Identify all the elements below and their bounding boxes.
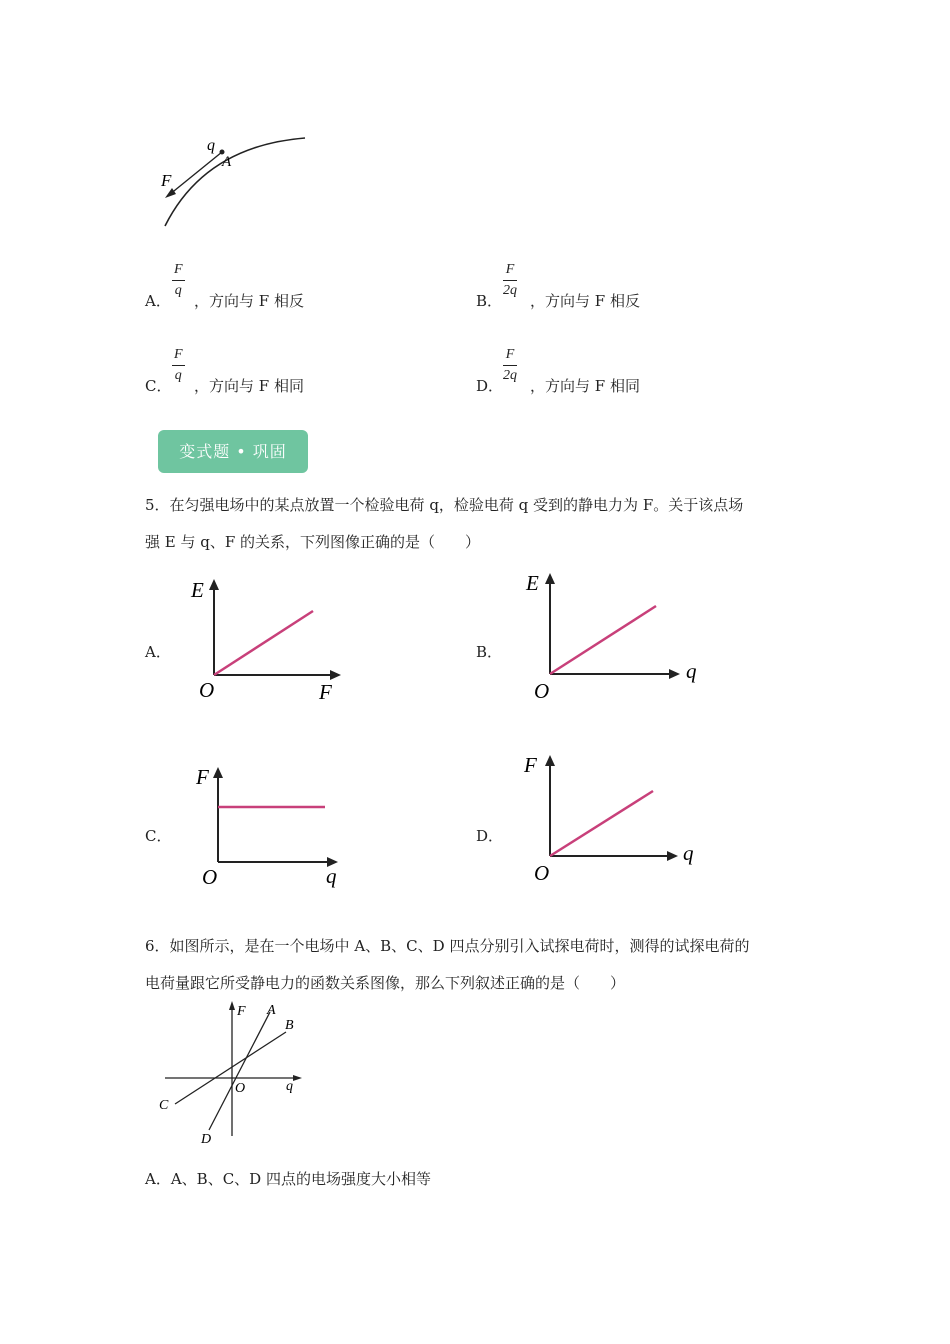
origin-label: O <box>199 678 215 702</box>
fraction: $\frac{F}{q}$ <box>174 262 183 298</box>
label-q: q <box>207 137 215 154</box>
label-F: F <box>161 171 172 190</box>
q5-option-c-label[interactable]: C． <box>145 827 172 845</box>
q5-option-d-label[interactable]: D． <box>476 827 504 845</box>
origin-label: O <box>202 865 218 889</box>
section-badge: 变式题 • 巩固 <box>158 430 308 473</box>
series-line <box>550 791 653 856</box>
x-axis-label: q <box>326 864 337 888</box>
q6-option-a[interactable]: A．A、B、C、D 四点的电场强度大小相等 <box>145 1170 431 1188</box>
q6-figure <box>155 998 315 1148</box>
q5-graph-b[interactable] <box>522 568 707 703</box>
origin-label: O <box>534 679 550 703</box>
label-C: C <box>159 1098 169 1113</box>
y-axis-label: E <box>191 578 204 602</box>
label-A: A <box>222 154 232 170</box>
fraction: $\frac{F}{2q}$ <box>503 347 517 383</box>
y-axis-label: F <box>196 765 209 789</box>
label-q: q <box>286 1079 293 1094</box>
fraction: $\frac{F}{q}$ <box>174 347 183 383</box>
fraction: $\frac{F}{2q}$ <box>503 262 517 298</box>
label-O: O <box>235 1081 246 1096</box>
q5-graph-c[interactable] <box>190 760 355 895</box>
q6-line1: 6．如图所示，是在一个电场中 A、B、C、D 四点分别引入试探电荷时，测得的试探电荷的 <box>145 937 750 955</box>
force-arrow <box>169 152 222 195</box>
series-line <box>214 611 313 675</box>
x-axis-label: F <box>319 680 332 704</box>
q5-option-b-label[interactable]: B． <box>476 643 503 661</box>
y-axis-label: E <box>526 571 539 595</box>
label-A: A <box>267 1003 276 1018</box>
q6-line2: 电荷量跟它所受静电力的函数关系图像，那么下列叙述正确的是（ ） <box>145 974 626 992</box>
q5-line1: 5．在匀强电场中的某点放置一个检验电荷 q，检验电荷 q 受到的静电力为 F。关于该点场 <box>145 496 744 514</box>
label-D: D <box>201 1132 212 1147</box>
line-A <box>209 1012 270 1130</box>
x-axis-label: q <box>683 841 694 865</box>
q5-option-a-label[interactable]: A． <box>145 643 171 661</box>
y-axis-label: F <box>524 753 537 777</box>
x-axis-label: q <box>686 659 697 683</box>
label-F: F <box>237 1004 246 1019</box>
label-B: B <box>285 1018 294 1033</box>
field-line-figure <box>150 128 320 233</box>
q5-graph-a[interactable] <box>185 575 355 710</box>
q5-graph-d[interactable] <box>520 750 705 885</box>
origin-label: O <box>534 861 550 885</box>
q5-line2: 强 E 与 q、F 的关系，下列图像正确的是（ ） <box>145 533 481 551</box>
line-B <box>175 1032 286 1104</box>
series-line <box>550 606 656 674</box>
